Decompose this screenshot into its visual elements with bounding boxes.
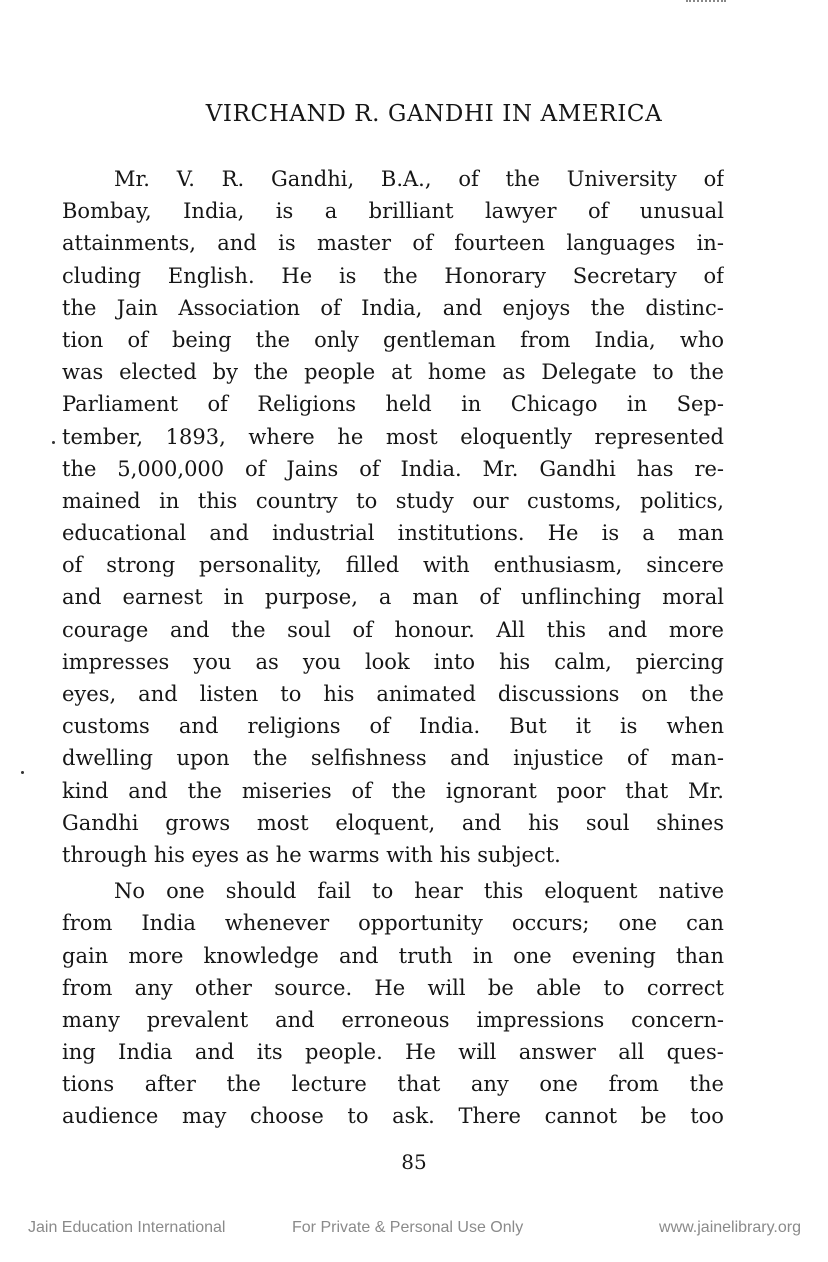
- text-line: attainments, and is master of fourteen languages in-: [62, 231, 724, 256]
- text-line: was elected by the people at home as Delegate to the: [62, 360, 724, 385]
- text-line: tions after the lecture that any one from the: [62, 1072, 724, 1097]
- text-line: many prevalent and erroneous impressions concern-: [62, 1007, 724, 1032]
- scan-speck: [21, 771, 24, 774]
- paragraph: [62, 875, 724, 1133]
- text-line: Parliament of Religions held in Chicago in Sep-: [62, 392, 724, 417]
- page-title: VIRCHAND R. GANDHI IN AMERICA: [205, 101, 663, 127]
- footer-middle: For Private & Personal Use Only: [292, 1219, 524, 1236]
- text-line: the 5,000,000 of Jains of India. Mr. Gandhi has re-: [62, 456, 724, 481]
- text-line: of strong personality, filled with enthusiasm, sincere: [62, 553, 724, 578]
- scan-mark: [686, 0, 726, 6]
- text-line: from any other source. He will be able to correct: [62, 975, 724, 1000]
- text-line: Gandhi grows most eloquent, and his soul shines: [62, 810, 724, 835]
- text-line: ing India and its people. He will answer all ques-: [62, 1040, 724, 1065]
- text-line: tember, 1893, where he most eloquently represented: [62, 424, 724, 449]
- page-number: 85: [401, 1150, 427, 1174]
- text-line: eyes, and listen to his animated discussions on the: [62, 682, 724, 706]
- text-line: dwelling upon the selfishness and injustice of man-: [62, 746, 724, 771]
- text-line: educational and industrial institutions. He is a man: [62, 521, 724, 546]
- text-line: mained in this country to study our customs, politics,: [62, 488, 724, 513]
- text-line: and earnest in purpose, a man of unflinching moral: [62, 585, 724, 610]
- body-text: [62, 163, 724, 1133]
- text-line: from India whenever opportunity occurs; one can: [62, 911, 724, 936]
- text-line: the Jain Association of India, and enjoys the distinc-: [62, 295, 724, 320]
- text-line: audience may choose to ask. There cannot be too: [62, 1104, 724, 1129]
- scan-speck: [52, 441, 55, 444]
- text-line: kind and the miseries of the ignorant poor that Mr.: [62, 778, 724, 803]
- footer-left: Jain Education International: [28, 1219, 226, 1236]
- text-line: Bombay, India, is a brilliant lawyer of unusual: [62, 199, 724, 224]
- text-line: Mr. V. R. Gandhi, B.A., of the University of: [114, 167, 724, 191]
- text-line: impresses you as you look into his calm, piercing: [62, 649, 724, 674]
- text-line: customs and religions of India. But it is when: [62, 714, 724, 739]
- text-line: gain more knowledge and truth in one evening than: [62, 943, 724, 968]
- text-line: tion of being the only gentleman from India, who: [62, 327, 724, 352]
- text-line: No one should fail to hear this eloquent native: [114, 879, 724, 904]
- text-line: through his eyes as he warms with his subject.: [62, 842, 561, 867]
- paragraph: [62, 163, 724, 871]
- text-line: cluding English. He is the Honorary Secretary of: [62, 263, 724, 288]
- footer-right: www.jainelibrary.org: [659, 1219, 801, 1236]
- text-line: courage and the soul of honour. All this and more: [62, 617, 724, 642]
